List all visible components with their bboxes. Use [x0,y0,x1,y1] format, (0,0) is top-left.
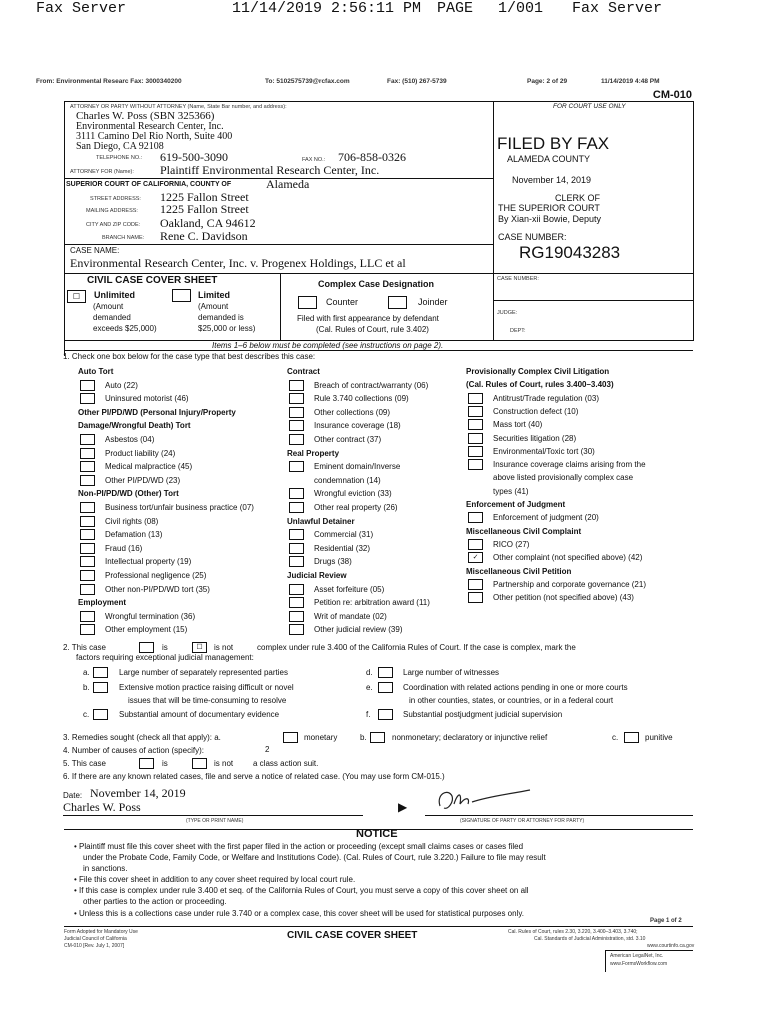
unlimited-checkbox[interactable] [67,290,86,303]
footer-left-1: Form Adopted for Mandatory Use [64,929,138,935]
fax-value: 706-858-0326 [338,150,406,164]
fax-label: FAX NO.: [302,157,326,163]
col3-option-6: Environmental/Toxic tort (30) [493,446,595,456]
col3-checkbox-13[interactable] [468,539,483,550]
notice-bullet-2: • File this cover sheet in addition to any cover sheet required by local court rule. [74,875,356,884]
filed-rule: (Cal. Rules of Court, rule 3.402) [316,325,429,334]
col1-heading-4: Damage/Wrongful Death) Tort [78,421,191,431]
unlimited-label: Unlimited [94,290,136,300]
items-note: Items 1–6 below must be completed (see instructions on page 2). [212,341,444,350]
fax-from: From: Environmental Researc Fax: 3000340200 [36,78,182,85]
col3-heading-15: Miscellaneous Civil Petition [466,566,572,576]
col1-checkbox-19[interactable] [80,624,95,635]
col1-option-7: Medical malpractice (45) [105,462,193,472]
mail-value: 1225 Fallon Street [160,202,249,216]
item-5-rest: a class action suit. [253,759,319,768]
col1-option-14: Intellectual property (19) [105,557,192,567]
attorney-for-label: ATTORNEY FOR (Name): [70,169,134,175]
fax-header-page-label: PAGE [437,0,474,17]
col2-checkbox-3[interactable] [289,407,304,418]
arrow-icon: ▶ [398,800,408,814]
col1-option-10: Business tort/unfair business practice (07) [105,503,254,512]
nonmonetary-checkbox[interactable] [370,732,385,743]
case-number-value: RG19043283 [519,243,621,262]
col2-option-5: Other contract (37) [314,435,382,444]
item-3-b: b. [360,733,367,742]
item-2-rest-2: factors requiring exceptional judicial management: [76,653,254,662]
col3-heading-12: Miscellaneous Civil Complaint [466,526,582,536]
col2-option-2: Rule 3.740 collections (09) [314,394,409,404]
nonmonetary-label: nonmonetary; declaratory or injunctive relief [392,733,548,742]
footer-right-3: www.courtinfo.ca.gov [647,943,695,949]
col1-option-1: Auto (22) [105,380,138,390]
col2-checkbox-9[interactable] [289,488,304,499]
case-name-value: Environmental Research Center, Inc. v. Progenex Holdings, LLC et al [70,256,406,270]
col3-option-7: Insurance coverage claims arising from the [493,460,646,470]
limited-amount-3: $25,000 or less) [198,324,256,333]
col2-option-13: Residential (32) [314,543,371,553]
col3-checkbox-7[interactable] [468,459,483,470]
item-2d: Large number of witnesses [403,668,500,677]
tel-value: 619-500-3090 [160,150,228,164]
col2-option-19: Other judicial review (39) [314,625,403,635]
item-2c: Substantial amount of documentary evidence [119,710,280,719]
item-2d-checkbox[interactable] [378,667,393,678]
complex-title: Complex Case Designation [318,279,435,289]
branch-label: BRANCH NAME: [102,235,145,241]
filed-first-appearance: Filed with first appearance by defendant [297,314,439,323]
street-label: STREET ADDRESS: [90,196,141,202]
col1-option-15: Professional negligence (25) [105,571,207,580]
col1-checkbox-10[interactable] [80,502,95,513]
fax-header-datetime: 11/14/2019 2:56:11 PM [232,0,422,17]
col2-checkbox-16[interactable] [289,584,304,595]
col2-option-8: condemnation (14) [314,475,381,485]
unlimited-amount-3: exceeds $25,000) [93,324,157,333]
col3-checkbox-6[interactable] [468,446,483,457]
punitive-label: punitive [645,733,673,742]
col1-option-12: Defamation (13) [105,530,163,540]
item-5-is-checkbox[interactable] [139,758,154,769]
item-5-isnot-checkbox[interactable] [192,758,207,769]
date-label: Date: [63,791,83,800]
col2-checkbox-12[interactable] [289,529,304,540]
col1-option-16: Other non-PI/PD/WD tort (35) [105,584,210,594]
notice-bullet-1b: under the Probate Code, Family Code, or Welfare and Institutions Code). (Cal. Rules of Court, rule 3.220.) Failure to file may result [83,853,546,862]
col3-checkbox-5[interactable] [468,433,483,444]
footer-left-3: CM-010 [Rev. July 1, 2007] [64,943,125,949]
col2-heading-11: Unlawful Detainer [287,516,355,526]
item-2-isnot: is not [214,643,234,652]
item-4-value: 2 [265,745,270,754]
col2-option-7: Eminent domain/Inverse [314,462,401,472]
item-2-isnot-checkbox[interactable] [192,642,207,653]
fax-date: 11/14/2019 4:48 PM [601,78,660,85]
item-2a: Large number of separately represented parties [119,668,288,677]
limited-label: Limited [198,290,231,300]
col2-heading-0: Contract [287,367,320,376]
col2-checkbox-10[interactable] [289,502,304,513]
col2-checkbox-2[interactable] [289,393,304,404]
col3-checkbox-2[interactable] [468,393,483,404]
col3-option-14: Other complaint (not specified above) (42) [493,553,643,563]
footer-right-1: Cal. Rules of Court, rules 2.30, 3.220, 3.400–3.403, 3.740; [508,929,638,935]
col3-checkbox-4[interactable] [468,419,483,430]
col3-checkbox-17[interactable] [468,592,483,603]
col1-option-8: Other PI/PD/WD (23) [105,475,181,485]
col1-checkbox-11[interactable] [80,516,95,527]
col1-heading-3: Other PI/PD/WD (Personal Injury/Property [78,407,236,417]
col1-option-18: Wrongful termination (36) [105,611,196,621]
fax-header-page-num: 1/001 [498,0,544,17]
col2-option-9: Wrongful eviction (33) [314,489,392,499]
col2-option-10: Other real property (26) [314,503,398,512]
fax-to: To: 5102575739@rcfax.com [265,78,350,85]
col1-checkbox-7[interactable] [80,461,95,472]
col1-checkbox-18[interactable] [80,611,95,622]
limited-checkbox[interactable] [172,289,191,302]
item-1: 1. Check one box below for the case type that best describes this case: [63,352,316,361]
col3-checkbox-16[interactable] [468,579,483,590]
col3-option-8: above listed provisionally complex case [493,473,634,483]
printed-name: Charles W. Poss [63,800,141,814]
col2-heading-15: Judicial Review [287,571,347,580]
col1-checkbox-16[interactable] [80,584,95,595]
col1-checkbox-14[interactable] [80,556,95,567]
item-2-label: 2. This case [63,643,106,652]
col1-checkbox-5[interactable] [80,434,95,445]
tel-label: TELEPHONE NO.: [96,155,143,161]
notice-bullet-4: • Unless this is a collections case under rule 3.740 or a complex case, this cover sheet will be used for statistical purposes only. [74,909,524,918]
item-2c-checkbox[interactable] [93,709,108,720]
notice-bullet-1: • Plaintiff must file this cover sheet with the first paper filed in the action or proceeding (except small claims cases or cases filed [74,842,524,851]
item-2-is: is [162,643,168,652]
attorney-for-value: Plaintiff Environmental Research Center, Inc. [160,163,380,177]
item-5-is: is [162,759,168,768]
col2-option-17: Petition re: arbitration award (11) [314,598,430,608]
court-county: Alameda [266,177,310,191]
city-value: Oakland, CA 94612 [160,216,256,230]
notice-bullet-1c: in sanctions. [83,864,128,873]
filed-county: ALAMEDA COUNTY [507,154,591,164]
monetary-checkbox[interactable] [283,732,298,743]
col3-checkbox-14[interactable]: ✓ [468,552,483,563]
col1-option-5: Asbestos (04) [105,435,155,444]
col1-option-2: Uninsured motorist (46) [105,394,189,404]
footer-left-2: Judicial Council of California [64,936,127,942]
counter-checkbox[interactable] [298,296,317,309]
joinder-checkbox[interactable] [388,296,407,309]
item-5-label: 5. This case [63,759,106,768]
footer-right-4: American LegalNet, Inc. [610,953,664,959]
cover-title: CIVIL CASE COVER SHEET [87,275,218,286]
case-number-label: CASE NUMBER: [498,232,567,242]
col3-heading-0: Provisionally Complex Civil Litigation [466,367,610,376]
col1-heading-0: Auto Tort [78,367,114,376]
col2-checkbox-5[interactable] [289,434,304,445]
col2-option-18: Writ of mandate (02) [314,611,387,621]
col2-checkbox-14[interactable] [289,556,304,567]
col2-option-14: Drugs (38) [314,557,352,567]
item-3-label: 3. Remedies sought (check all that apply): a. [63,733,221,742]
col3-option-17: Other petition (not specified above) (43) [493,593,634,603]
notice-title: NOTICE [356,828,398,840]
col2-option-12: Commercial (31) [314,530,374,540]
clerk-line-1: CLERK OF [555,193,601,203]
col1-checkbox-6[interactable] [80,448,95,459]
item-2-isnot-mark: ☐ [196,644,203,651]
footer-right-2: Cal. Standards of Judicial Administration, std. 3.10 [534,936,646,942]
col3-heading-10: Enforcement of Judgment [466,500,566,509]
col2-checkbox-1[interactable] [289,380,304,391]
col1-checkbox-8[interactable] [80,475,95,486]
attorney-org: Environmental Research Center, Inc. [76,121,224,132]
cover-case-number-label: CASE NUMBER: [497,276,539,282]
fax-number: Fax: (510) 267-5739 [387,78,447,85]
col3-option-3: Construction defect (10) [493,406,579,416]
court-label: SUPERIOR COURT OF CALIFORNIA, COUNTY OF [66,181,232,188]
item-2b-checkbox[interactable] [93,682,108,693]
date-value: November 14, 2019 [90,786,186,800]
col1-option-11: Civil rights (08) [105,516,159,526]
unlimited-amount-2: demanded [93,313,131,322]
city-label: CITY AND ZIP CODE: [86,222,141,228]
dept-label: DEPT: [510,328,526,334]
notice-bullet-3b: other parties to the action or proceeding. [83,897,227,906]
item-5-isnot: is not [214,759,234,768]
fax-header-left: Fax Server [36,0,127,17]
counter-label: Counter [326,297,359,307]
item-2e-2: in other counties, states, or countries, or in a federal court [409,696,614,705]
item-2a-checkbox[interactable] [93,667,108,678]
filed-by-fax: FILED BY FAX [497,134,610,153]
col3-heading-1: (Cal. Rules of Court, rules 3.400–3.403) [466,380,614,390]
unlimited-mark: ☐ [72,292,81,301]
item-2f-checkbox[interactable] [378,709,393,720]
col3-option-9: types (41) [493,486,529,496]
col2-checkbox-19[interactable] [289,624,304,635]
col3-option-11: Enforcement of judgment (20) [493,513,599,523]
unlimited-amount-1: (Amount [93,302,124,311]
col2-checkbox-7[interactable] [289,461,304,472]
signature-label: (SIGNATURE OF PARTY OR ATTORNEY FOR PARTY) [460,818,585,824]
attorney-caption: ATTORNEY OR PARTY WITHOUT ATTORNEY (Name, State Bar number, and address): [70,104,287,110]
street-value: 1225 Fallon Street [160,190,249,204]
col1-checkbox-1[interactable] [80,380,95,391]
col3-option-13: RICO (27) [493,539,530,549]
form-id: CM-010 [652,89,692,101]
col1-checkbox-12[interactable] [80,529,95,540]
col1-heading-17: Employment [78,598,127,608]
col2-checkbox-17[interactable] [289,597,304,608]
item-2b-2: issues that will be time-consuming to resolve [128,696,287,705]
joinder-label: Joinder [418,297,448,307]
col3-option-5: Securities litigation (28) [493,433,577,443]
limited-amount-2: demanded is [198,313,244,322]
filed-date: November 14, 2019 [512,175,592,185]
item-4-label: 4. Number of causes of action (specify): [63,746,204,755]
notice-bullet-3: • If this case is complex under rule 3.400 et seq. of the California Rules of Court, you must serve a copy of this cover sheet on all [74,886,529,895]
col3-option-4: Mass tort (40) [493,420,543,430]
col2-option-1: Breach of contract/warranty (06) [314,380,429,390]
col1-option-6: Product liability (24) [105,448,176,458]
item-2b: Extensive motion practice raising difficult or novel [119,683,294,692]
mail-label: MAILING ADDRESS: [86,208,138,214]
col2-checkbox-18[interactable] [289,611,304,622]
footer-right-5: www.FormsWorkflow.com [610,961,668,967]
col1-heading-9: Non-PI/PD/WD (Other) Tort [78,489,179,499]
attorney-address-2: San Diego, CA 92108 [76,141,164,152]
clerk-line-3: By Xian-xii Bowie, Deputy [498,214,602,224]
item-3-c: c. [612,733,619,742]
fax-page: Page: 2 of 29 [527,78,568,85]
judge-label: JUDGE: [497,310,518,316]
fax-header-right: Fax Server [572,0,663,17]
col3-checkbox-3[interactable] [468,406,483,417]
col2-option-16: Asset forfeiture (05) [314,584,385,594]
col3-option-2: Antitrust/Trade regulation (03) [493,393,599,403]
punitive-checkbox[interactable] [624,732,639,743]
col2-option-3: Other collections (09) [314,407,391,417]
clerk-line-2: THE SUPERIOR COURT [498,203,600,213]
col1-checkbox-15[interactable] [80,570,95,581]
attorney-name: Charles W. Poss (SBN 325366) [76,110,215,122]
item-2e: Coordination with related actions pending in one or more courts [403,683,628,692]
col1-option-19: Other employment (15) [105,625,188,635]
limited-amount-1: (Amount [198,302,229,311]
col3-checkbox-11[interactable] [468,512,483,523]
item-6: 6. If there are any known related cases, file and serve a notice of related case. (You may use form CM-015.) [63,772,445,781]
item-2-is-checkbox[interactable] [139,642,154,653]
col1-checkbox-13[interactable] [80,543,95,554]
footer-title: CIVIL CASE COVER SHEET [287,930,418,941]
col1-option-13: Fraud (16) [105,543,143,553]
case-name-label: CASE NAME: [70,246,120,255]
page-of: Page 1 of 2 [650,918,682,924]
monetary-label: monetary [304,733,338,742]
item-2f: Substantial postjudgment judicial supervision [403,710,563,719]
signature-image [430,784,540,814]
court-use-label: FOR COURT USE ONLY [553,103,626,110]
col2-checkbox-4[interactable] [289,420,304,431]
type-print-label: (TYPE OR PRINT NAME) [186,818,244,824]
branch-value: Rene C. Davidson [160,229,248,243]
col2-checkbox-13[interactable] [289,543,304,554]
col1-checkbox-2[interactable] [80,393,95,404]
col2-option-4: Insurance coverage (18) [314,421,401,431]
attorney-address-1: 3111 Camino Del Rio North, Suite 400 [76,131,233,142]
item-2-rest: complex under rule 3.400 of the California Rules of Court. If the case is complex, mark the [257,643,576,652]
item-2e-checkbox[interactable] [378,682,393,693]
col3-option-16: Partnership and corporate governance (21) [493,579,646,589]
col2-heading-6: Real Property [287,448,340,458]
